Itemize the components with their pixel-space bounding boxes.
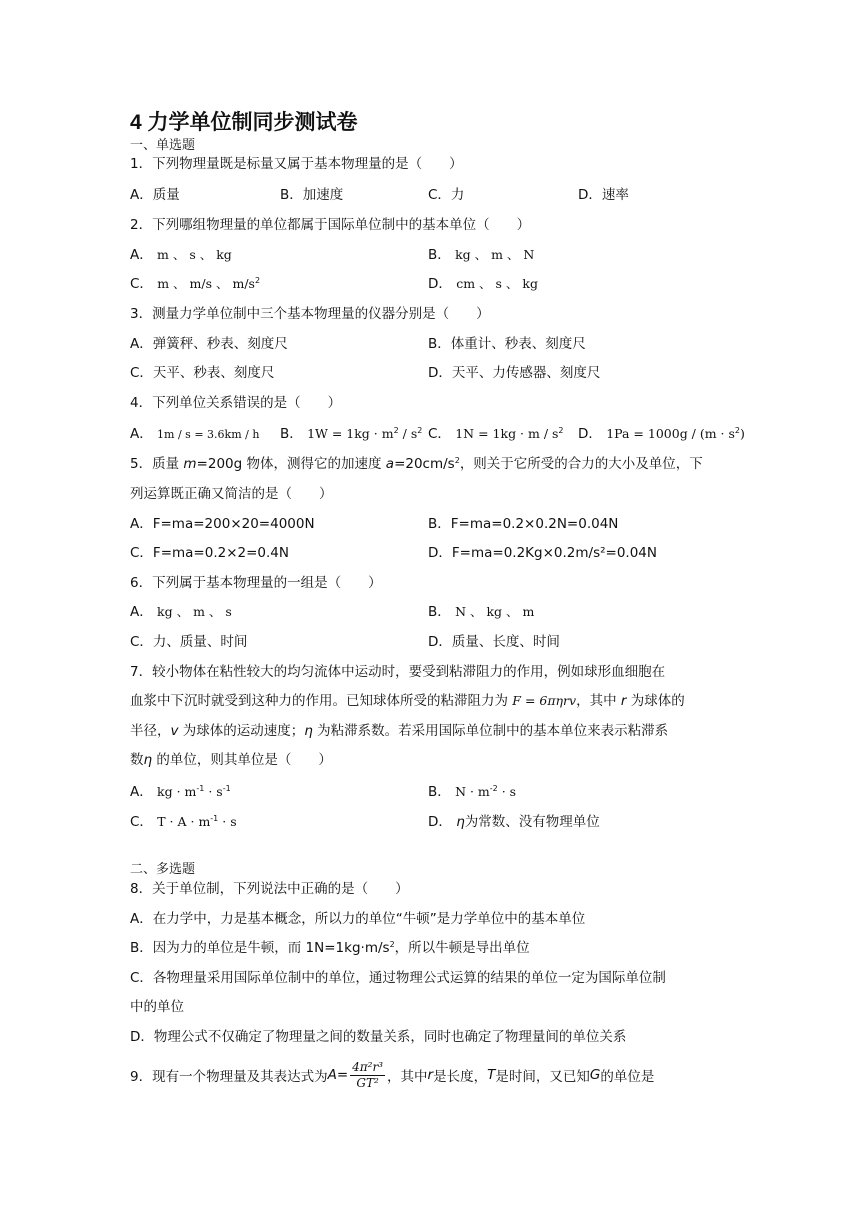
q7-option-d: D． η为常数、没有物理单位: [428, 814, 600, 830]
q4-stem: 4．下列单位关系错误的是（ ）: [130, 395, 342, 411]
q3-stem: 3．测量力学单位制中三个基本物理量的仪器分别是（ ）: [130, 306, 490, 322]
q3-option-c: C．天平、秒表、刻度尺: [130, 365, 275, 381]
q7-line1: 7．较小物体在粘性较大的均匀流体中运动时，要受到粘滞阻力的作用，例如球形血细胞在: [130, 664, 666, 680]
q3-option-a: A．弹簧秤、秒表、刻度尺: [130, 336, 288, 352]
q5-option-d: D．F=ma=0.2Kg×0.2m/s²=0.04N: [428, 545, 657, 561]
q5-option-a: A．F=ma=200×20=4000N: [130, 516, 315, 532]
q7-line2: 血浆中下沉时就受到这种力的作用。已知球体所受的粘滞阻力为 F = 6πηrv，其中 r 为球体的: [130, 693, 685, 709]
q5-stem-line1: 5．质量 m=200g 物体，测得它的加速度 $a=20cm/s^2$，则关于它所受的合力的大小及单位，下: [130, 456, 703, 472]
q1-option-d: D．速率: [578, 187, 629, 203]
q6-stem: 6．下列属于基本物理量的一组是（ ）: [130, 575, 382, 591]
q5-option-b: B．F=ma=0.2×0.2N=0.04N: [428, 516, 619, 532]
q3-option-b: B．体重计、秒表、刻度尺: [428, 336, 586, 352]
page-title: 4 力学单位制同步测试卷: [130, 111, 358, 134]
q2-stem: 2．下列哪组物理量的单位都属于国际单位制中的基本单位（ ）: [130, 217, 531, 233]
q4-option-a: A． 1m / s = 3.6km / h: [130, 426, 260, 442]
q3-option-d: D．天平、力传感器、刻度尺: [428, 365, 601, 381]
q8-option-b: B．因为力的单位是牛顿，而 $1N=1kg\cdot m/s^2$，所以牛顿是导出单位: [130, 940, 530, 956]
q5-option-c: C．F=ma=0.2×2=0.4N: [130, 545, 289, 561]
section-heading-single: 一、单选题: [130, 138, 196, 153]
q2-option-d: D． cm 、 s 、 kg: [428, 276, 538, 292]
q7-line3: 半径，v 为球体的运动速度；η 为粘滞系数。若采用国际单位制中的基本单位来表示粘滞系: [130, 723, 669, 739]
q6-option-c: C．力、质量、时间: [130, 634, 248, 650]
section-heading-multi: 二、多选题: [130, 862, 196, 877]
q6-option-d: D．质量、长度、时间: [428, 634, 560, 650]
q5-stem-line2: 列运算既正确又简洁的是（ ）: [130, 486, 333, 502]
q4-option-c: C． $1N = 1kg \cdot m / s^2$: [428, 426, 564, 442]
q1-stem: 1．下列物理量既是标量又属于基本物理量的是（ ）: [130, 156, 463, 172]
q7-option-c: C． $T \cdot A \cdot m^{-1} \cdot s$: [130, 814, 237, 830]
q2-option-c: C． m 、 m/s 、 $m/s^2$: [130, 276, 261, 292]
q6-option-a: A． kg 、 m 、 s: [130, 604, 232, 620]
q2-option-a: A． m 、 s 、 kg: [130, 247, 232, 263]
q1-option-c: C．力: [428, 187, 465, 203]
q8-stem: 8．关于单位制，下列说法中正确的是（ ）: [130, 881, 409, 897]
q4-option-b: B． $1W = 1kg \cdot m^2 / s^2$: [280, 426, 423, 442]
q6-option-b: B． N 、 kg 、 m: [428, 604, 535, 620]
q9-stem: 9．现有一个物理量及其表达式为 A = $\frac{\text{4π²r³}}{\text{GT²}}$ ，其中 r 是长度， T 是时间，又已知 G 的单位是: [130, 1059, 655, 1090]
q7-line4: 数η 的单位，则其单位是（ ）: [130, 752, 332, 768]
q8-option-d: D．物理公式不仅确定了物理量之间的数量关系，同时也确定了物理量间的单位关系: [130, 1029, 627, 1045]
q8-option-a: A．在力学中，力是基本概念，所以力的单位“牛顿”是力学单位中的基本单位: [130, 911, 586, 927]
q4-option-d: D． $1Pa = 1000g / (m \cdot s^2)$: [578, 426, 745, 442]
q8-option-c-line1: C．各物理量采用国际单位制中的单位，通过物理公式运算的结果的单位一定为国际单位制: [130, 970, 666, 986]
q1-option-b: B．加速度: [280, 187, 344, 203]
q1-option-a: A．质量: [130, 187, 180, 203]
q7-option-b: B． $N \cdot m^{-2} \cdot s$: [428, 784, 517, 800]
q9-fraction: $\frac{\text{4π²r³}}{\text{GT²}}$: [352, 1059, 384, 1090]
q7-option-a: A． kg · $m^{-1} \cdot s^{-1}$: [130, 784, 231, 800]
q2-option-b: B． kg 、 m 、 N: [428, 247, 535, 263]
q8-option-c-line2: 中的单位: [130, 999, 184, 1015]
